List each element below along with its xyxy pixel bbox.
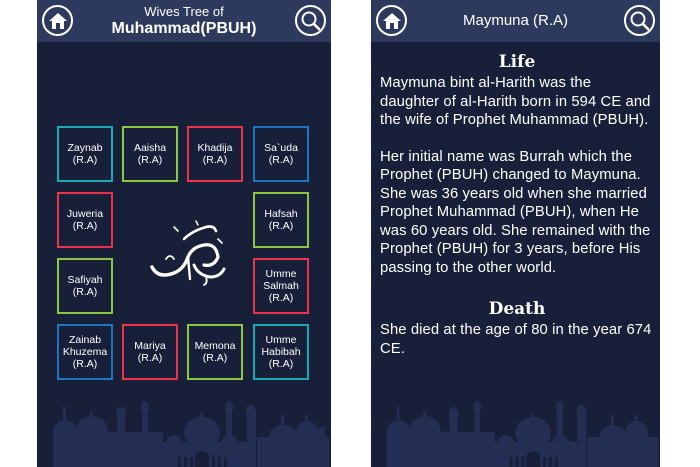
wife-name: Juweria xyxy=(66,208,104,220)
header-subtitle: Wives Tree of xyxy=(144,4,224,19)
death-paragraph: She died at the age of 80 in the year 674 CE. xyxy=(380,322,652,357)
wife-name-line2: Khuzema xyxy=(62,346,108,358)
wife-tile-umme-salmah[interactable] xyxy=(253,258,309,314)
wife-name-line1: Zainab xyxy=(68,334,102,346)
wife-tile-sauda[interactable] xyxy=(253,126,309,182)
app-header xyxy=(371,0,660,42)
wife-name: Memona xyxy=(194,340,236,352)
section-heading-death: Death xyxy=(488,299,546,319)
search-icon xyxy=(629,10,651,32)
wife-suffix: (R.A) xyxy=(72,286,98,298)
wife-name: Sa`uda xyxy=(264,142,298,154)
wife-suffix: (R.A) xyxy=(72,154,98,166)
biography-content xyxy=(380,50,654,358)
wife-suffix: (R.A) xyxy=(72,220,98,232)
home-button[interactable] xyxy=(42,5,73,36)
wife-name-line1: Umme xyxy=(265,334,297,346)
wife-name: Aaisha xyxy=(133,142,167,154)
search-button[interactable] xyxy=(295,5,326,36)
life-paragraph-1: Maymuna bint al-Harith was the daughter of al-Harith born in 594 CE and the wife of Prophet Muhammad (PBUH). xyxy=(380,75,651,128)
section-heading-life: Life xyxy=(498,52,536,72)
wife-suffix: (R.A) xyxy=(268,154,294,166)
wife-name: Safiyah xyxy=(67,274,103,286)
header-main-title: Muhammad(PBUH) xyxy=(111,20,257,37)
home-icon xyxy=(382,11,402,31)
wife-tile-memona[interactable] xyxy=(187,324,243,380)
wife-name: Khadija xyxy=(197,142,233,154)
wife-suffix: (R.A) xyxy=(137,352,163,364)
wife-detail-screen xyxy=(371,0,660,467)
wife-suffix: (R.A) xyxy=(202,352,228,364)
search-icon xyxy=(300,10,322,32)
wife-tile-aaisha[interactable] xyxy=(122,126,178,182)
wife-name: Mariya xyxy=(134,340,166,352)
wife-suffix: (R.A) xyxy=(72,358,98,370)
search-button[interactable] xyxy=(624,5,655,36)
wife-tile-safiyah[interactable] xyxy=(57,258,113,314)
mosque-silhouette xyxy=(37,387,331,467)
header-title xyxy=(77,0,291,39)
wife-suffix: (R.A) xyxy=(268,292,294,304)
wife-name-line2: Habibah xyxy=(261,346,301,358)
wife-suffix: (R.A) xyxy=(268,220,294,232)
wife-tile-umme-habibah[interactable] xyxy=(253,324,309,380)
wife-name-line2: Salmah xyxy=(263,280,299,292)
wife-tile-khadija[interactable] xyxy=(187,126,243,182)
header-title: Maymuna (R.A) xyxy=(462,12,569,29)
wife-name: Zaynab xyxy=(67,142,103,154)
wife-tile-juweria[interactable] xyxy=(57,192,113,248)
wife-tile-mariya[interactable] xyxy=(122,324,178,380)
home-button[interactable] xyxy=(376,5,407,36)
wife-tile-hafsah[interactable] xyxy=(253,192,309,248)
mosque-silhouette xyxy=(371,387,660,467)
wife-suffix: (R.A) xyxy=(137,154,163,166)
wife-name: Hafsah xyxy=(264,208,298,220)
wife-suffix: (R.A) xyxy=(268,358,294,370)
muhammad-calligraphy-icon xyxy=(144,217,230,289)
wife-name-line1: Umme xyxy=(265,268,297,280)
life-paragraph-2: Her initial name was Burrah which the Prophet (PBUH) changed to Maymuna. She was 36 years old when she married Prophet Muhammad (PBUH), when He was 60 years old. She remained with the Prophet (PBUH) for 3 years, before His passing to the other world. xyxy=(380,148,651,276)
home-icon xyxy=(48,11,68,31)
wife-suffix: (R.A) xyxy=(202,154,228,166)
wives-tree-screen xyxy=(37,0,331,467)
app-header xyxy=(37,0,331,42)
wife-tile-zainab-khuzema[interactable] xyxy=(57,324,113,380)
wife-tile-zaynab[interactable] xyxy=(57,126,113,182)
